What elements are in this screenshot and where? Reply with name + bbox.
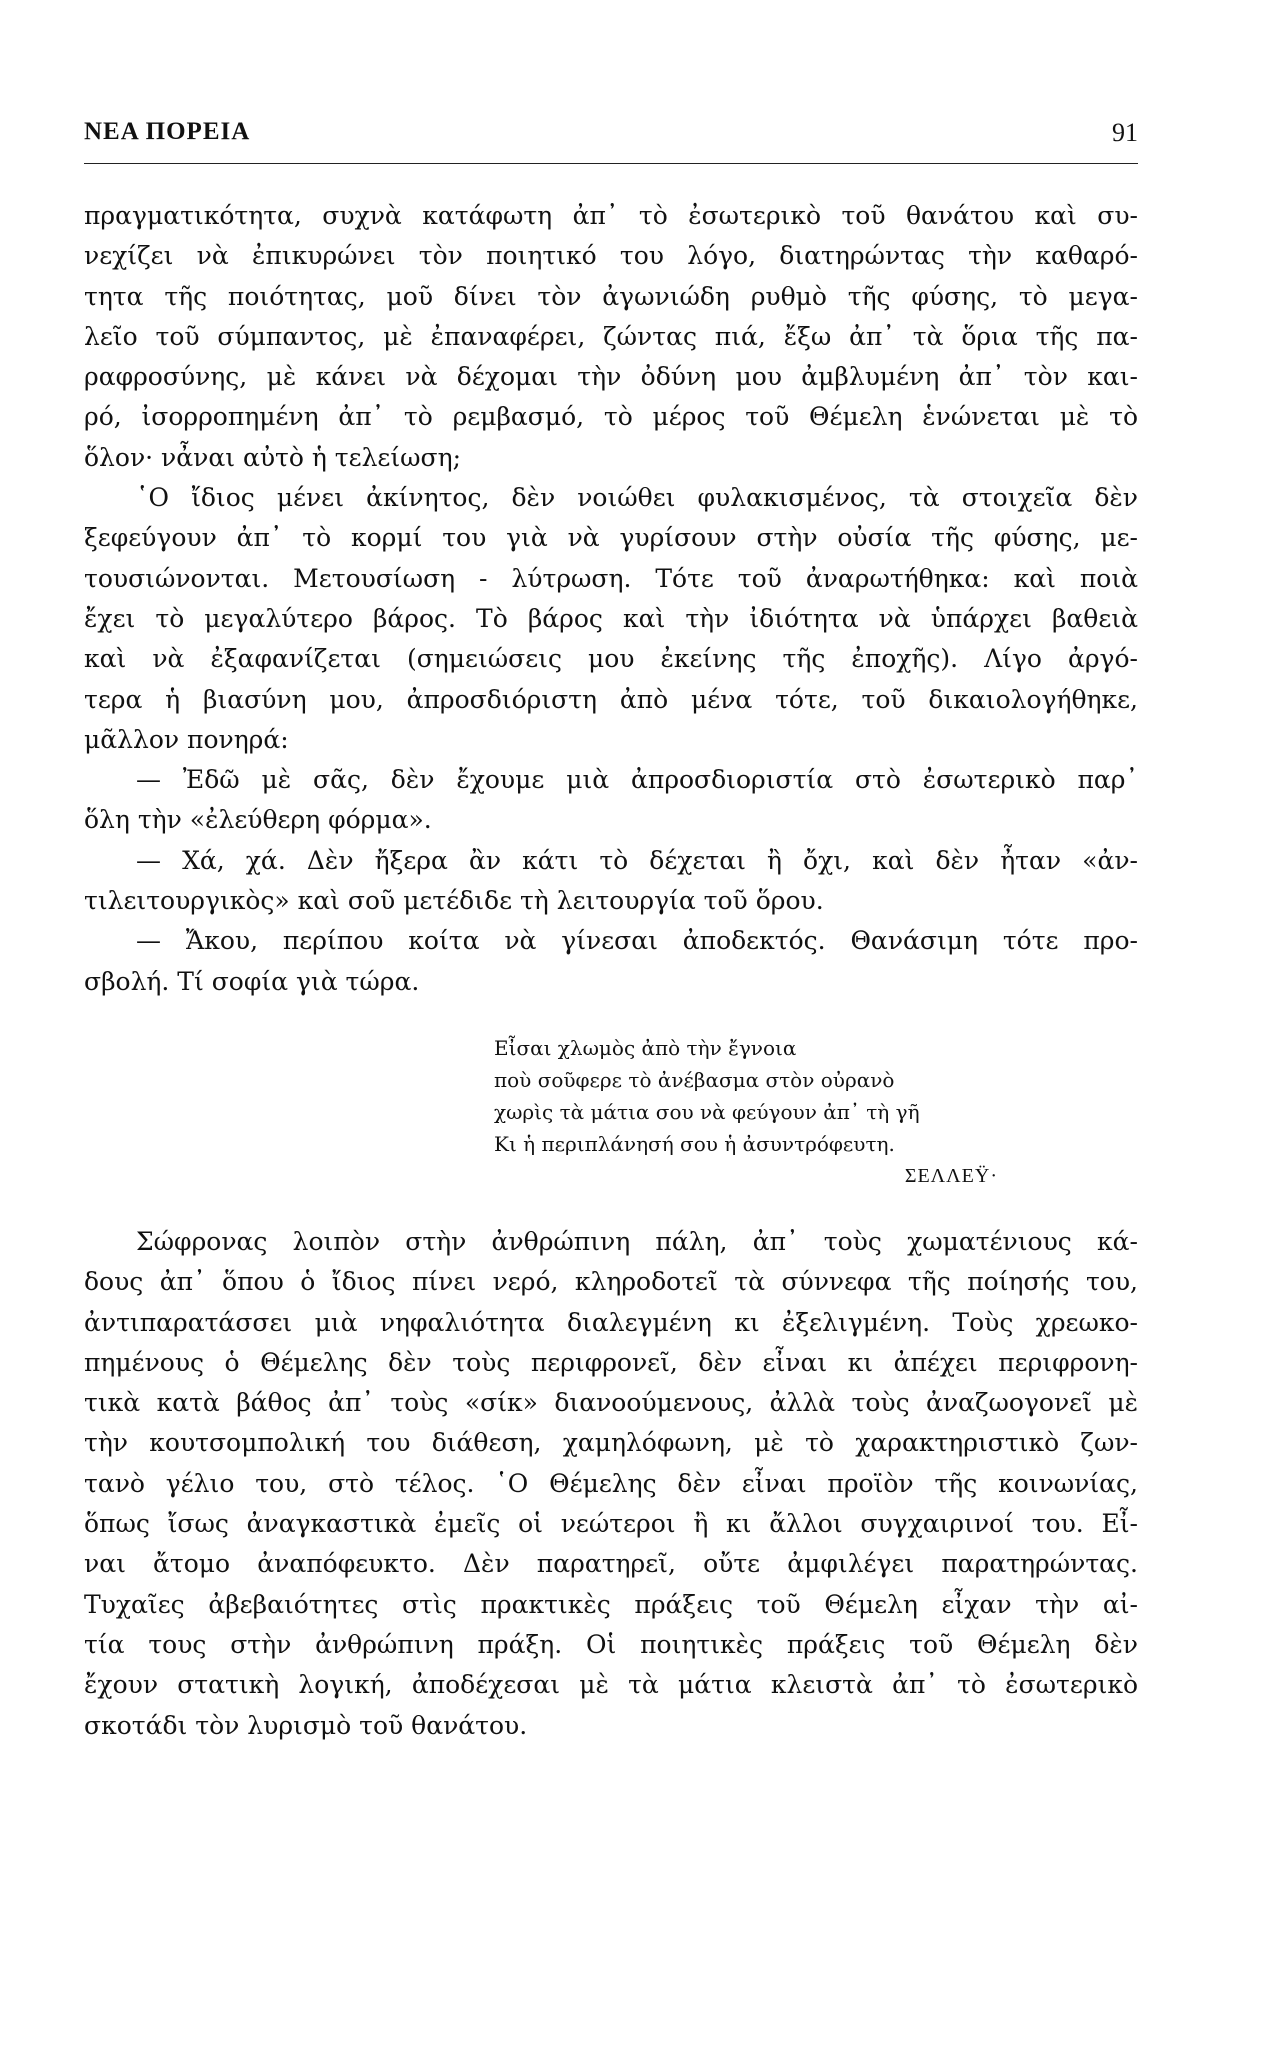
text-line: — Ἐδῶ μὲ σᾶς, δὲν ἔχουμε μιὰ ἀπροσδιοριστία στὸ ἐσωτερικὸ παρ᾽: [136, 765, 1138, 795]
text-line: μᾶλλον πονηρά:: [84, 724, 289, 754]
text-line: καὶ νὰ ἐξαφανίζεται (σημειώσεις μου ἐκείνης τῆς ἐποχῆς). Λίγο ἀργό-: [84, 644, 1138, 674]
text-line: ἀντιπαρατάσσει μιὰ νηφαλιότητα διαλεγμένη κι ἐξελιγμένη. Τοὺς χρεωκο-: [84, 1307, 1138, 1337]
text-line: λεῖο τοῦ σύμπαντος, μὲ ἐπαναφέρει, ζώντας πιά, ἔξω ἀπ᾽ τὰ ὅρια τῆς πα-: [84, 321, 1138, 351]
dialogue-3: [84, 921, 1138, 1002]
text-line: ὅπως ἴσως ἀναγκαστικὰ ἐμεῖς οἱ νεώτεροι ἢ κι ἄλλοι συγχαιρινοί του. Εἶ-: [84, 1509, 1138, 1539]
text-line: ὅλον· νἆναι αὐτὸ ἡ τελείωση;: [84, 442, 462, 472]
poem-line: χωρὶς τὰ μάτια σου νὰ φεύγουν ἀπ᾽ τὴ γῆ: [494, 1099, 920, 1124]
text-line: — Χά, χά. Δὲν ἤξερα ἂν κάτι τὸ δέχεται ἢ ὄχι, καὶ δὲν ἦταν «ἀν-: [136, 845, 1138, 875]
body-text: [84, 196, 1138, 1746]
poem-attribution: ΣΕΛΛΕΫ·: [904, 1164, 998, 1187]
poem-line: Κι ἡ περιπλάνησή σου ἡ ἀσυντρόφευτη.: [494, 1131, 895, 1156]
text-line: τία τους στὴν ἀνθρώπινη πράξη. Οἱ ποιητικὲς πράξεις τοῦ Θέμελη δὲν: [84, 1629, 1138, 1659]
text-line: — Ἄκου, περίπου κοίτα νὰ γίνεσαι ἀποδεκτός. Θανάσιμη τότε προ-: [136, 926, 1138, 956]
text-line: ρό, ἰσορροπημένη ἀπ᾽ τὸ ρεμβασμό, τὸ μέρος τοῦ Θέμελη ἑνώνεται μὲ τὸ: [84, 402, 1138, 432]
text-line: δους ἀπ᾽ ὅπου ὁ ἴδιος πίνει νερό, κληροδοτεῖ τὰ σύννεφα τῆς ποίησής του,: [84, 1267, 1138, 1297]
text-line: νεχίζει νὰ ἐπικυρώνει τὸν ποιητικό του λόγο, διατηρώντας τὴν καθαρό-: [84, 241, 1138, 271]
text-line: ναι ἄτομο ἀναπόφευκτο. Δὲν παρατηρεῖ, οὔτε ἀμφιλέγει παρατηρώντας.: [84, 1549, 1138, 1579]
text-line: πραγματικότητα, συχνὰ κατάφωτη ἀπ᾽ τὸ ἐσωτερικὸ τοῦ θανάτου καὶ συ-: [84, 201, 1138, 230]
dialogue-1: [84, 760, 1138, 841]
text-line: τὴν κουτσομπολική του διάθεση, χαμηλόφωνη, μὲ τὸ χαρακτηριστικὸ ζων-: [84, 1428, 1138, 1458]
header-rule: [84, 163, 1138, 164]
dialogue-2: [84, 841, 1138, 922]
running-title: ΝΕΑ ΠΟΡΕΙΑ: [84, 118, 251, 145]
text-line: Τυχαῖες ἀβεβαιότητες στὶς πρακτικὲς πράξεις τοῦ Θέμελη εἶχαν τὴν αἰ-: [84, 1589, 1138, 1619]
text-line: τανὸ γέλιο του, στὸ τέλος. ῾Ο Θέμελης δὲν εἶναι προϊὸν τῆς κοινωνίας,: [84, 1468, 1138, 1498]
text-line: ραφροσύνης, μὲ κάνει νὰ δέχομαι τὴν ὀδύνη μου ἀμβλυμένη ἀπ᾽ τὸν και-: [84, 362, 1138, 392]
paragraph-3: [84, 1222, 1138, 1746]
text-line: πημένους ὁ Θέμελης δὲν τοὺς περιφρονεῖ, δὲν εἶναι κι ἀπέχει περιφρονη-: [84, 1347, 1138, 1377]
text-line: τουσιώνονται. Μετουσίωση - λύτρωση. Τότε τοῦ ἀναρωτήθηκα: καὶ ποιὰ: [84, 563, 1138, 593]
page-header: [84, 118, 1138, 158]
paragraph-2: [84, 478, 1138, 760]
page-number: 91: [1112, 118, 1138, 147]
poem-quote: [494, 1032, 994, 1160]
text-line: ὅλη τὴν «ἐλεύθερη φόρμα».: [84, 805, 432, 835]
text-line: σκοτάδι τὸν λυρισμὸ τοῦ θανάτου.: [84, 1710, 528, 1740]
text-line: τητα τῆς ποιότητας, μοῦ δίνει τὸν ἀγωνιώδη ρυθμὸ τῆς φύσης, τὸ μεγα-: [84, 281, 1138, 311]
paragraph-1: [84, 196, 1138, 478]
text-line: τιλειτουργικὸς» καὶ σοῦ μετέδιδε τὴ λειτουργία τοῦ ὅρου.: [84, 886, 824, 916]
text-line: ἔχουν στατικὴ λογική, ἀποδέχεσαι μὲ τὰ μάτια κλειστὰ ἀπ᾽ τὸ ἐσωτερικὸ: [84, 1670, 1138, 1700]
text-line: ξεφεύγουν ἀπ᾽ τὸ κορμί του γιὰ νὰ γυρίσουν στὴν οὐσία τῆς φύσης, με-: [84, 523, 1138, 553]
text-line: Σώφρονας λοιπὸν στὴν ἀνθρώπινη πάλη, ἀπ᾽ τοὺς χωματένιους κά-: [136, 1226, 1138, 1256]
text-line: τικὰ κατὰ βάθος ἀπ᾽ τοὺς «σίκ» διανοούμενους, ἀλλὰ τοὺς ἀναζωογονεῖ μὲ: [84, 1388, 1138, 1418]
poem-line: Εἶσαι χλωμὸς ἀπὸ τὴν ἔγνοια: [494, 1035, 797, 1060]
text-line: σβολή. Τί σοφία γιὰ τώρα.: [84, 966, 420, 996]
text-line: τερα ἡ βιασύνη μου, ἀπροσδιόριστη ἀπὸ μένα τότε, τοῦ δικαιολογήθηκε,: [84, 684, 1138, 714]
text-line: ῾Ο ἴδιος μένει ἀκίνητος, δὲν νοιώθει φυλακισμένος, τὰ στοιχεῖα δὲν: [136, 483, 1138, 513]
poem-line: ποὺ σοῦφερε τὸ ἀνέβασμα στὸν οὐρανὸ: [494, 1067, 895, 1092]
text-line: ἔχει τὸ μεγαλύτερο βάρος. Τὸ βάρος καὶ τὴν ἰδιότητα νὰ ὑπάρχει βαθειὰ: [84, 603, 1138, 633]
